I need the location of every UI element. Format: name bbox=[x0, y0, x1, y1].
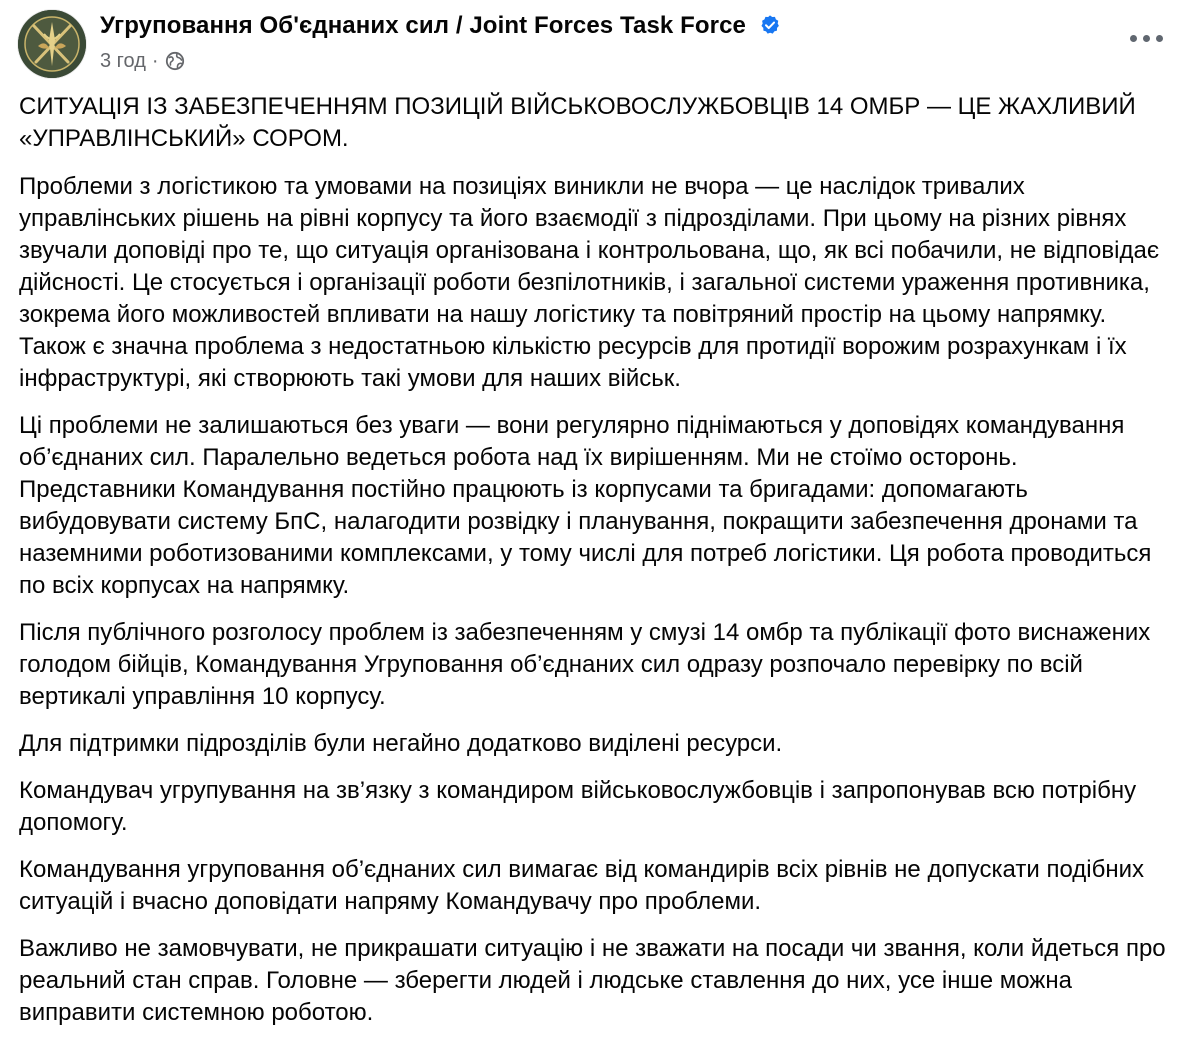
post-timestamp[interactable]: 3 год bbox=[100, 50, 146, 72]
page-name-text[interactable]: Угруповання Об'єднаних сил / Joint Forces Task Force bbox=[100, 12, 746, 39]
page-name[interactable] bbox=[100, 12, 781, 40]
more-options-button[interactable] bbox=[1124, 20, 1168, 56]
post-paragraph: Командування угруповання об’єднаних сил вимагає від командирів всіх рівнів не допускати подібних ситуацій і вчасно доповідати напряму Командувачу про проблеми. bbox=[19, 856, 1144, 915]
post-paragraph: Проблеми з логістикою та умовами на позиціях виникли не вчора — це наслідок тривалих управлінських рішень на рівні корпусу та його взаємодії з підрозділами. При цьому на різних рівнях звучали доповіді про те, що ситуація організована і контрольована, що, як всі побачили, не відповідає дійсності. Це стосується і організації роботи безпілотників, і загальної системи ураження противника, зокрема його можливостей впливати на нашу логістику та повітряний простір на цьому напрямку. Також є значна проблема з недостатньою кількістю ресурсів для протидії ворожим розрахункам і їх інфраструктурі, які створюють такі умови для наших військ. bbox=[19, 173, 1160, 392]
post-meta bbox=[100, 50, 185, 73]
post-header bbox=[18, 6, 1168, 76]
post-paragraph: Командувач угрупування на зв’язку з командиром військовослужбовців і запропонував всю потрібну допомогу. bbox=[19, 777, 1137, 836]
post-body bbox=[19, 91, 1169, 1044]
more-options-dot bbox=[1156, 35, 1163, 42]
jftf-emblem-icon bbox=[18, 10, 86, 78]
more-options-icon bbox=[1130, 35, 1137, 42]
post-paragraph: Після публічного розголосу проблем із забезпеченням у смузі 14 омбр та публікації фото виснажених голодом бійців, Командування Угруповання об’єднаних сил одразу розпочало перевірку по всій вертикалі управління 10 корпусу. bbox=[19, 619, 1151, 710]
post-headline: СИТУАЦІЯ ІЗ ЗАБЕЗПЕЧЕННЯМ ПОЗИЦІЙ ВІЙСЬКОВОСЛУЖБОВЦІВ 14 ОМБР — ЦЕ ЖАХЛИВИЙ «УПРАВЛІНСЬКИЙ» СОРОМ. bbox=[19, 93, 1136, 152]
more-options-dot bbox=[1143, 35, 1150, 42]
post-paragraph: Для підтримки підрозділів були негайно додатково виділені ресурси. bbox=[19, 730, 783, 757]
page-avatar[interactable] bbox=[18, 10, 86, 78]
globe-icon bbox=[165, 51, 185, 71]
post-paragraph: Важливо не замовчувати, не прикрашати ситуацію і не зважати на посади чи звання, коли йдеться про реальний стан справ. Головне — зберегти людей і людське ставлення до них, усе інше можна виправити системною роботою. bbox=[19, 935, 1166, 1026]
meta-separator: · bbox=[151, 50, 159, 72]
post-paragraph: Ці проблеми не залишаються без уваги — вони регулярно піднімаються у доповідях командування об’єднаних сил. Паралельно ведеться робота над їх вирішенням. Ми не стоїмо осторонь. Представники Командування постійно працюють із корпусами та бригадами: допомагають вибудовувати систему БпС, налагодити розвідку і планування, покращити забезпечення дронами та наземними роботизованими комплексами, у тому числі для потреб логістики. Ця робота проводиться по всіх корпусах на напрямку. bbox=[19, 412, 1152, 599]
verified-badge-icon bbox=[759, 14, 781, 36]
